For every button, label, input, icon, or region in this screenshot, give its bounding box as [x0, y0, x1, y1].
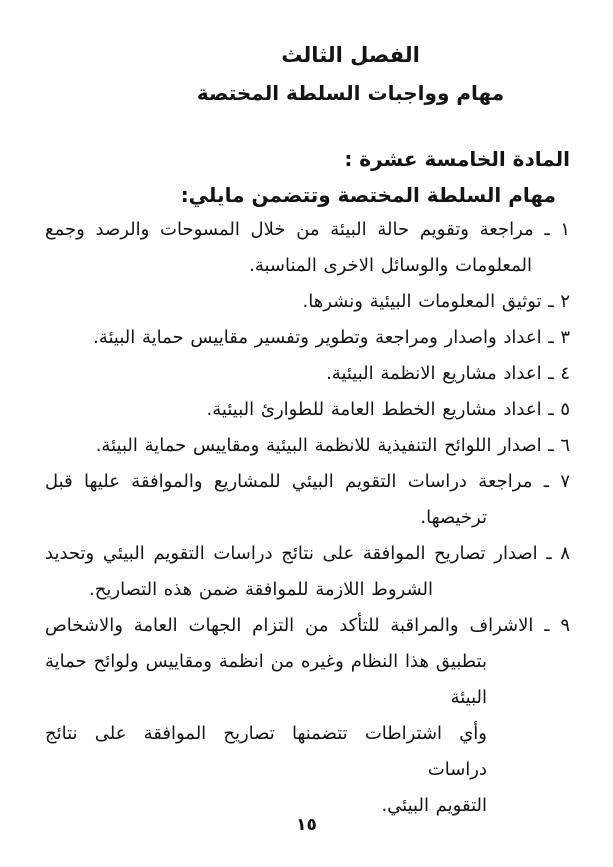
list-item-line: وأي اشتراطات تتضمنها تصاريح الموافقة على نتائج دراسات: [45, 723, 487, 780]
article-heading: المادة الخامسة عشرة :: [344, 147, 570, 171]
list-item-line: ٦ ـ اصدار اللوائح التنفيذية للانظمة البيئية ومقاييس حماية البيئة.: [95, 435, 570, 456]
list-item-9: [45, 608, 570, 824]
list-item-line: ٤ ـ اعداد مشاريع الانظمة البيئية.: [326, 363, 570, 384]
page-number: ١٥: [296, 815, 317, 835]
list-item-8: [45, 536, 570, 608]
list-item-2: [45, 284, 570, 320]
list-item-line: ترخيصها.: [420, 507, 487, 528]
list-item-line: الشروط اللازمة للموافقة ضمن هذه التصاريح.: [89, 579, 433, 600]
list-item-line: ٣ ـ اعداد واصدار ومراجعة وتطوير وتفسير مقاييس حماية البيئة.: [93, 327, 570, 348]
list-item-line: ٨ ـ اصدار تصاريح الموافقة على نتائج دراسات التقويم البيئي وتحديد: [45, 543, 570, 564]
article-items-list: [45, 212, 570, 824]
list-item-line: التقويم البيئي.: [381, 795, 487, 816]
list-item-line: ١ ـ مراجعة وتقويم حالة البيئة من خلال المسوحات والرصد وجمع: [45, 219, 570, 240]
list-item-line: ٩ ـ الاشراف والمراقبة للتأكد من التزام الجهات العامة والاشخاص: [45, 615, 570, 636]
list-item-line: ٥ ـ اعداد مشاريع الخطط العامة للطوارئ البيئية.: [206, 399, 570, 420]
list-item-1: [45, 212, 570, 284]
list-item-line: ٧ ـ مراجعة دراسات التقويم البيئي للمشاريع والموافقة عليها قبل: [45, 471, 570, 492]
list-item-5: [45, 392, 570, 428]
list-item-line: ٢ ـ توثيق المعلومات البيئية ونشرها.: [302, 291, 570, 312]
list-item-line: المعلومات والوسائل الاخرى المناسبة.: [249, 255, 532, 276]
list-item-line: بتطبيق هذا النظام وغيره من انظمة ومقاييس ولوائح حماية البيئة: [45, 651, 487, 708]
section-intro: مهام السلطة المختصة وتتضمن مايلي:: [180, 183, 556, 207]
chapter-subtitle: مهام وواجبات السلطة المختصة: [196, 81, 505, 105]
list-item-7: [45, 464, 570, 536]
list-item-3: [45, 320, 570, 356]
list-item-4: [45, 356, 570, 392]
list-item-6: [45, 428, 570, 464]
chapter-title: الفصل الثالث: [281, 43, 420, 67]
chapter-heading-block: [45, 40, 570, 108]
